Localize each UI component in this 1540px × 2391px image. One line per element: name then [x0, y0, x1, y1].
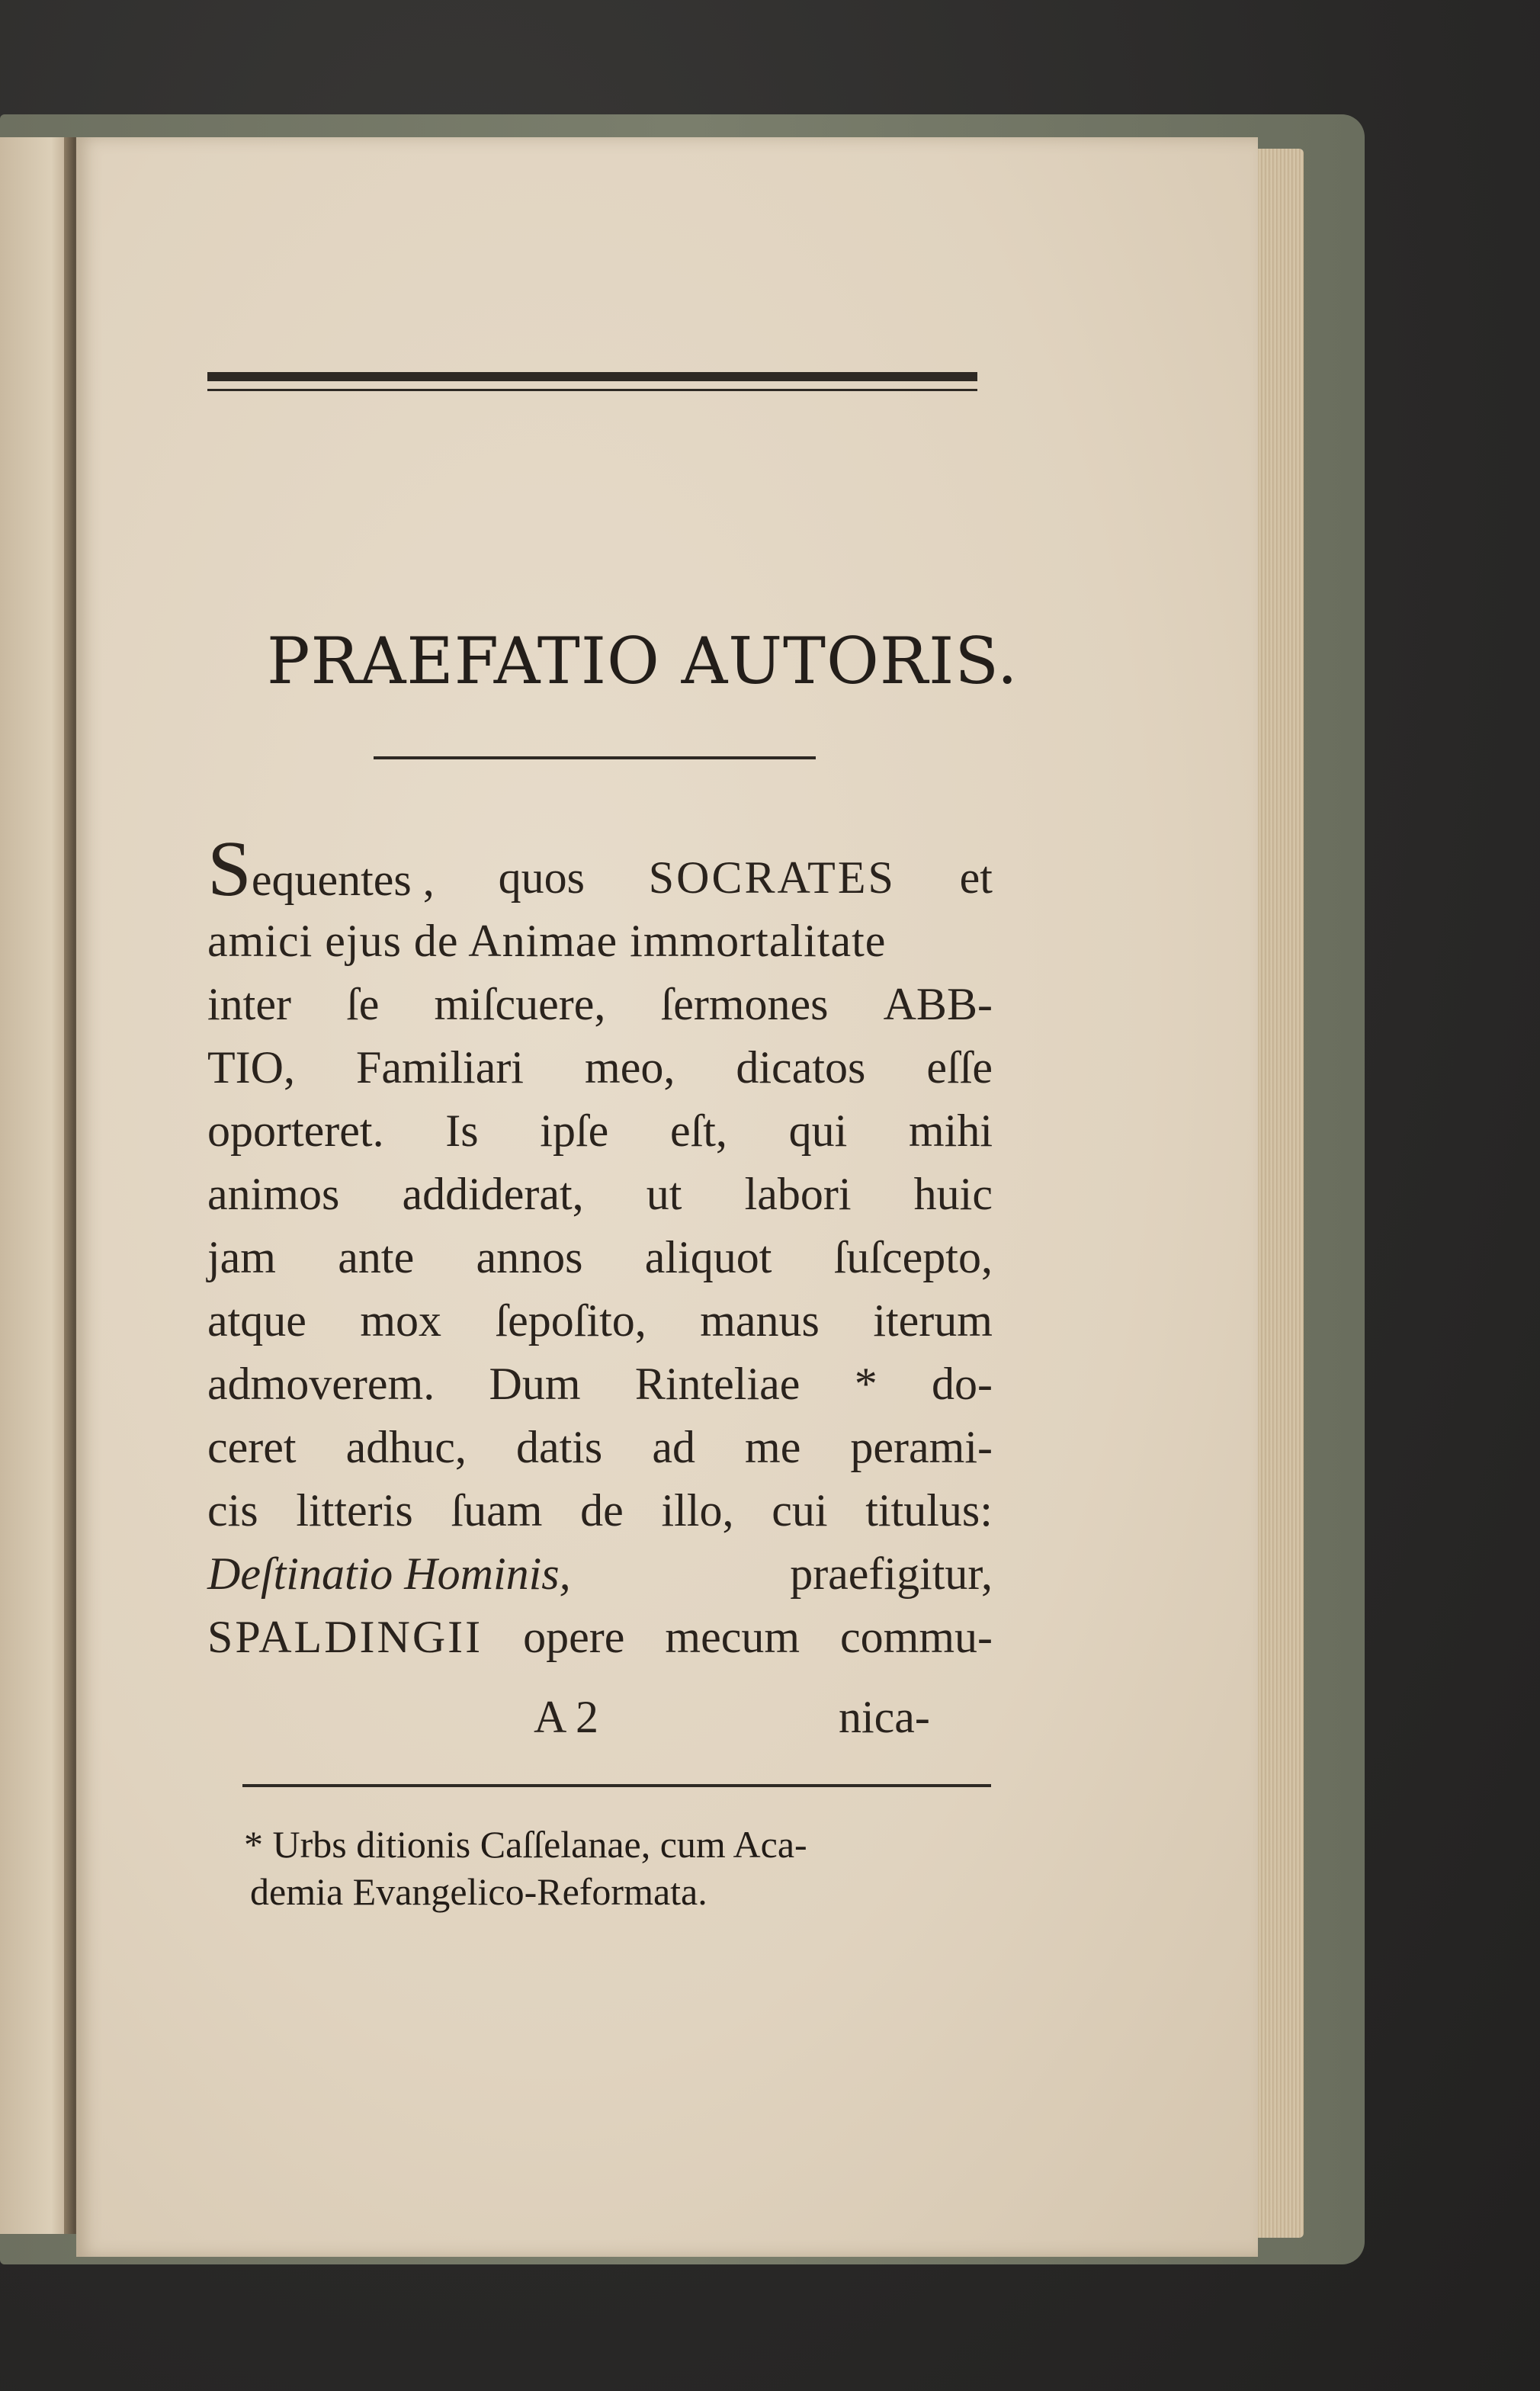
word: opere: [523, 1612, 625, 1662]
word: cui: [772, 1485, 828, 1536]
line-1-word-1: [207, 825, 435, 913]
word: TIO,: [207, 1042, 295, 1093]
footnote-rule: [242, 1784, 991, 1787]
word: do-: [932, 1359, 993, 1409]
word: inter: [207, 979, 291, 1029]
word: praefigitur,: [790, 1549, 993, 1599]
word: huic: [913, 1169, 993, 1219]
word: aliquot: [644, 1232, 772, 1282]
text-line: [207, 1226, 993, 1289]
line-1-word-2: quos: [498, 852, 585, 903]
word: iterum: [873, 1295, 993, 1346]
footnote: [244, 1821, 1006, 1915]
word: commu-: [840, 1612, 993, 1662]
word: atque: [207, 1295, 306, 1346]
word: ut: [646, 1169, 682, 1219]
signature-mark: A 2: [534, 1692, 599, 1742]
footnote-line-1: * Urbs ditionis Caſſelanae, cum Aca-: [244, 1823, 807, 1866]
word: mihi: [908, 1106, 993, 1156]
word: qui: [788, 1106, 848, 1156]
text-line: [207, 1479, 993, 1542]
word: perami-: [850, 1422, 993, 1472]
word: ipſe: [540, 1106, 609, 1156]
text-line: [207, 1163, 993, 1226]
drop-cap: S: [207, 825, 252, 913]
word: meo,: [585, 1042, 675, 1093]
word: labori: [744, 1169, 852, 1219]
catchword: nica-: [839, 1692, 930, 1742]
word: ABB-: [883, 979, 993, 1029]
socrates-name: SOCRATES: [648, 852, 896, 903]
line-2-text: amici ejus de Animae immortalitate: [207, 916, 887, 966]
word: admoverem.: [207, 1359, 435, 1409]
word: illo,: [661, 1485, 734, 1536]
page-title: PRAEFATIO AUTORIS.: [267, 624, 1019, 698]
line-1-start: equentes ,: [251, 855, 435, 905]
text-line: [207, 1099, 993, 1163]
word: adhuc,: [345, 1422, 467, 1472]
word: ſermones: [660, 979, 829, 1029]
text-line: [207, 1289, 993, 1353]
word: titulus:: [865, 1485, 993, 1536]
word: Rinteliae: [634, 1359, 800, 1409]
word: ceret: [207, 1422, 297, 1472]
word: ſe: [346, 979, 380, 1029]
word: animos: [207, 1169, 340, 1219]
book-title-italic: Deſtinatio Hominis,: [207, 1549, 571, 1599]
text-line: [207, 1542, 993, 1606]
word: mecum: [665, 1612, 800, 1662]
footnote-marker: *: [854, 1359, 877, 1409]
word: Is: [445, 1106, 479, 1156]
word: ante: [338, 1232, 415, 1282]
text-line: [207, 1606, 993, 1669]
word: me: [745, 1422, 801, 1472]
word: litteris: [296, 1485, 413, 1536]
word: miſcuere,: [434, 979, 606, 1029]
text-line: [207, 1416, 993, 1479]
word: de: [580, 1485, 624, 1536]
main-text-block: [207, 825, 993, 1669]
word: manus: [700, 1295, 820, 1346]
word: eſt,: [669, 1106, 727, 1156]
text-line: [207, 825, 993, 913]
word: datis: [515, 1422, 603, 1472]
word: ſepoſito,: [495, 1295, 646, 1346]
word: cis: [207, 1485, 258, 1536]
title-underline: [374, 756, 816, 759]
word: ad: [652, 1422, 695, 1472]
word: Familiari: [356, 1042, 524, 1093]
text-line: [207, 1036, 993, 1099]
word: eſſe: [926, 1042, 993, 1093]
word: annos: [476, 1232, 583, 1282]
word: oporteret.: [207, 1106, 384, 1156]
word: ſuam: [451, 1485, 543, 1536]
line-1-word-4: et: [959, 852, 993, 903]
word: addiderat,: [402, 1169, 584, 1219]
word: jam: [207, 1232, 276, 1282]
text-line: [207, 973, 993, 1036]
footnote-line-2: demia Evangelico-Reformata.: [250, 1870, 707, 1913]
text-line: [207, 910, 993, 973]
text-line: [207, 1353, 993, 1416]
spaldingii-name: SPALDINGII: [207, 1612, 483, 1662]
header-rule-thick: [207, 372, 977, 381]
word: Dum: [489, 1359, 581, 1409]
left-page-edge: [0, 137, 73, 2234]
word: ſuſcepto,: [833, 1232, 993, 1282]
header-rule-thin: [207, 389, 977, 391]
word: mox: [360, 1295, 442, 1346]
word: dicatos: [736, 1042, 866, 1093]
